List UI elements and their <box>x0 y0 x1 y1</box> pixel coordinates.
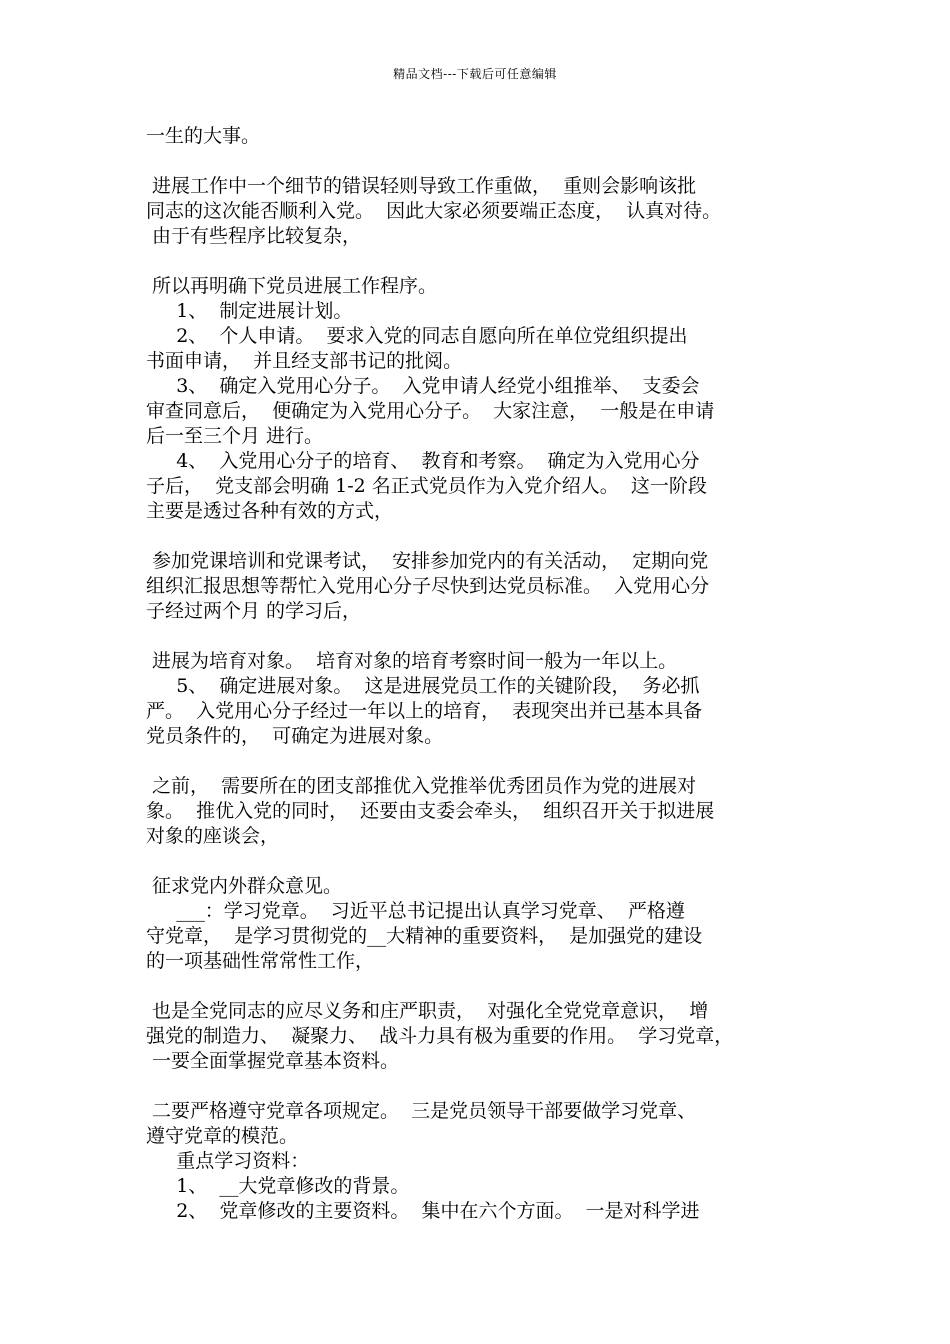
paragraph-gap <box>146 624 826 649</box>
paragraph-gap <box>146 974 826 999</box>
text-line: 对象的座谈会， <box>146 825 280 847</box>
document-body <box>146 124 826 1224</box>
text-line: 之前， 需要所在的团支部推优入党推举优秀团员作为党的进展对 <box>146 775 697 797</box>
text-line: 组织汇报思想等帮忙入党用心分子尽快到达党员标准。 入党用心分 <box>146 575 710 597</box>
paragraph-gap <box>146 149 826 174</box>
paragraph-gap <box>146 1074 826 1099</box>
text-line: 主要是透过各种有效的方式， <box>146 500 394 522</box>
paragraph-gap <box>146 749 826 774</box>
text-line: 3、 确定入党用心分子。 入党申请人经党小组推举、 支委会 <box>146 375 700 397</box>
text-line: 一要全面掌握党章基本资料。 <box>146 1050 400 1072</box>
text-line: 1、 制定进展计划。 <box>146 300 353 322</box>
text-line: 重点学习资料： <box>146 1150 310 1172</box>
text-line: 审查同意后， 便确定为入党用心分子。 大家注意， 一般是在申请 <box>146 400 715 422</box>
text-line: 遵守党章的模范。 <box>146 1125 299 1147</box>
paragraph-gap <box>146 849 826 874</box>
text-line: 4、 入党用心分子的培育、 教育和考察。 确定为入党用心分 <box>146 450 700 472</box>
text-line: 后一至三个月 进行。 <box>146 425 324 447</box>
text-line: 的一项基础性常常性工作， <box>146 950 375 972</box>
text-line: 2、 党章修改的主要资料。 集中在六个方面。 一是对科学进 <box>146 1200 700 1222</box>
text-line: 由于有些程序比较复杂， <box>146 225 362 247</box>
text-line: 5、 确定进展对象。 这是进展党员工作的关键阶段， 务必抓 <box>146 675 700 697</box>
text-line: 二要严格遵守党章各项规定。 三是党员领导干部要做学习党章、 <box>146 1100 697 1122</box>
text-line: 2、 个人申请。 要求入党的同志自愿向所在单位党组织提出 <box>146 325 688 347</box>
text-line: 征求党内外群众意见。 <box>146 875 343 897</box>
paragraph-gap <box>146 249 826 274</box>
text-line: 守党章， 是学习贯彻党的__大精神的重要资料， 是加强党的建设 <box>146 925 703 947</box>
text-line: 所以再明确下党员进展工作程序。 <box>146 275 438 297</box>
text-line: 参加党课培训和党课考试， 安排参加党内的有关活动， 定期向党 <box>146 550 709 572</box>
text-line: 也是全党同志的应尽义务和庄严职责， 对强化全党党章意识， 增 <box>146 1000 709 1022</box>
text-line: 党员条件的， 可确定为进展对象。 <box>146 725 444 747</box>
text-line: 子后， 党支部会明确 1-2 名正式党员作为入党介绍人。 这一阶段 <box>146 475 707 497</box>
text-line: 强党的制造力、 凝聚力、 战斗力具有极为重要的作用。 学习党章， <box>146 1025 734 1047</box>
text-line: ___：学习党章。 习近平总书记提出认真学习党章、 严格遵 <box>146 900 685 922</box>
paragraph-gap <box>146 524 826 549</box>
text-line: 严。 入党用心分子经过一年以上的培育， 表现突出并已基本具备 <box>146 700 703 722</box>
text-line: 象。 推优入党的同时， 还要由支委会牵头， 组织召开关于拟进展 <box>146 800 715 822</box>
text-line: 子经过两个月 的学习后， <box>146 600 362 622</box>
text-line: 同志的这次能否顺利入党。 因此大家必须要端正态度， 认真对待。 <box>146 200 722 222</box>
text-line: 一生的大事。 <box>146 125 261 147</box>
text-line: 1、 __大党章修改的背景。 <box>146 1175 410 1197</box>
text-line: 书面申请， 并且经支部书记的批阅。 <box>146 350 463 372</box>
text-line: 进展为培育对象。 培育对象的培育考察时间一般为一年以上。 <box>146 650 678 672</box>
text-line: 进展工作中一个细节的错误轻则导致工作重做， 重则会影响该批 <box>146 175 697 197</box>
page-header: 精品文档---下载后可任意编辑 <box>393 67 557 81</box>
